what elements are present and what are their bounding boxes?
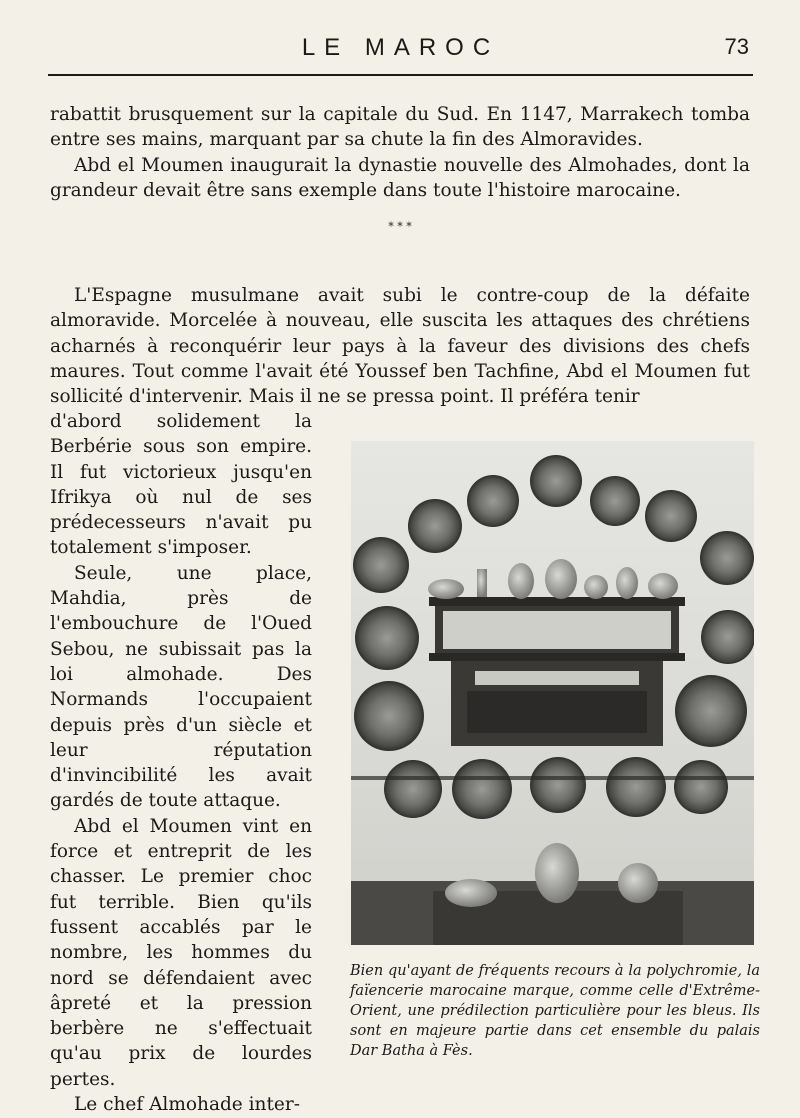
plate xyxy=(530,757,586,813)
plate xyxy=(675,675,747,747)
plate xyxy=(353,537,409,593)
plate xyxy=(530,455,582,507)
plate xyxy=(354,681,424,751)
plate xyxy=(590,476,640,526)
paragraph-6: Le chef Almohade inter- xyxy=(74,1094,300,1116)
paragraph-1: rabattit brusquement sur la capitale du Sud. En 1147, Marrakech tomba entre ses mains, marquant par sa chute la fin des Almoravides. xyxy=(50,104,750,151)
paragraph-3: L'Espagne musulmane avait subi le contre-coup de la défaite almoravide. Morcelée à nouveau, elle suscita les attaques des chrétiens acharnés à reconquérir leur pays à la faveur des divisions des chefs maures. Tout comme l'avait été Youssef ben Tachfine, Abd el Moumen fut sollicité d'intervenir. Mais il ne se pressa point. Il préféra tenir xyxy=(50,285,750,408)
paragraph-3-continued: d'abord solidement la Berbérie sous son empire. Il fut victorieux jusqu'en Ifrikya où nul de ses prédecesseurs n'avait pu totalement s'imposer. xyxy=(50,411,312,559)
photo-illustration xyxy=(351,441,754,945)
plate xyxy=(408,499,462,553)
shelf-jars xyxy=(428,559,678,599)
plate xyxy=(674,760,728,814)
plate xyxy=(606,757,666,817)
paragraph-5: Abd el Moumen vint en force et entreprit de les chasser. Le premier choc fut terrible. Bien qu'ils fussent accablés par le nombre, les hommes du nord se défendaient avec âpreté et la pression berbère ne s'effectuait qu'au prix de lourdes pertes. xyxy=(50,815,312,1090)
table-jars xyxy=(445,843,658,907)
text-column xyxy=(50,409,312,1117)
plate xyxy=(645,490,697,542)
paragraph-2: Abd el Moumen inaugurait la dynastie nouvelle des Almohades, dont la grandeur devait être sans exemple dans toute l'histoire marocaine. xyxy=(50,155,750,202)
paragraph-4: Seule, une place, Mahdia, près de l'embouchure de l'Oued Sebou, ne subissait pas la loi almohade. Des Normands l'occupaient depuis près d'un siècle et leur réputation d'invincibilité les avait gardés de toute attaque. xyxy=(50,562,312,812)
plate xyxy=(355,606,419,670)
section-break-text: * * * xyxy=(388,220,412,233)
section-break xyxy=(370,222,430,252)
plate xyxy=(701,610,754,664)
pottery-photograph xyxy=(351,441,754,945)
plate xyxy=(384,760,442,818)
plate xyxy=(452,759,512,819)
plate xyxy=(700,531,754,585)
wall-shelf xyxy=(429,597,685,746)
plate xyxy=(467,475,519,527)
page-header xyxy=(48,30,753,76)
running-title: LE MAROC xyxy=(301,34,500,61)
figure-caption: Bien qu'ayant de fréquents recours à la polychromie, la faïencerie marocaine marque, comme celle d'Extrême-Orient, une prédilection particulière pour les bleus. Ils sont en majeure partie dans cet ensemble du palais Dar Batha à Fès. xyxy=(350,963,760,1059)
page-number: 73 xyxy=(724,34,749,59)
